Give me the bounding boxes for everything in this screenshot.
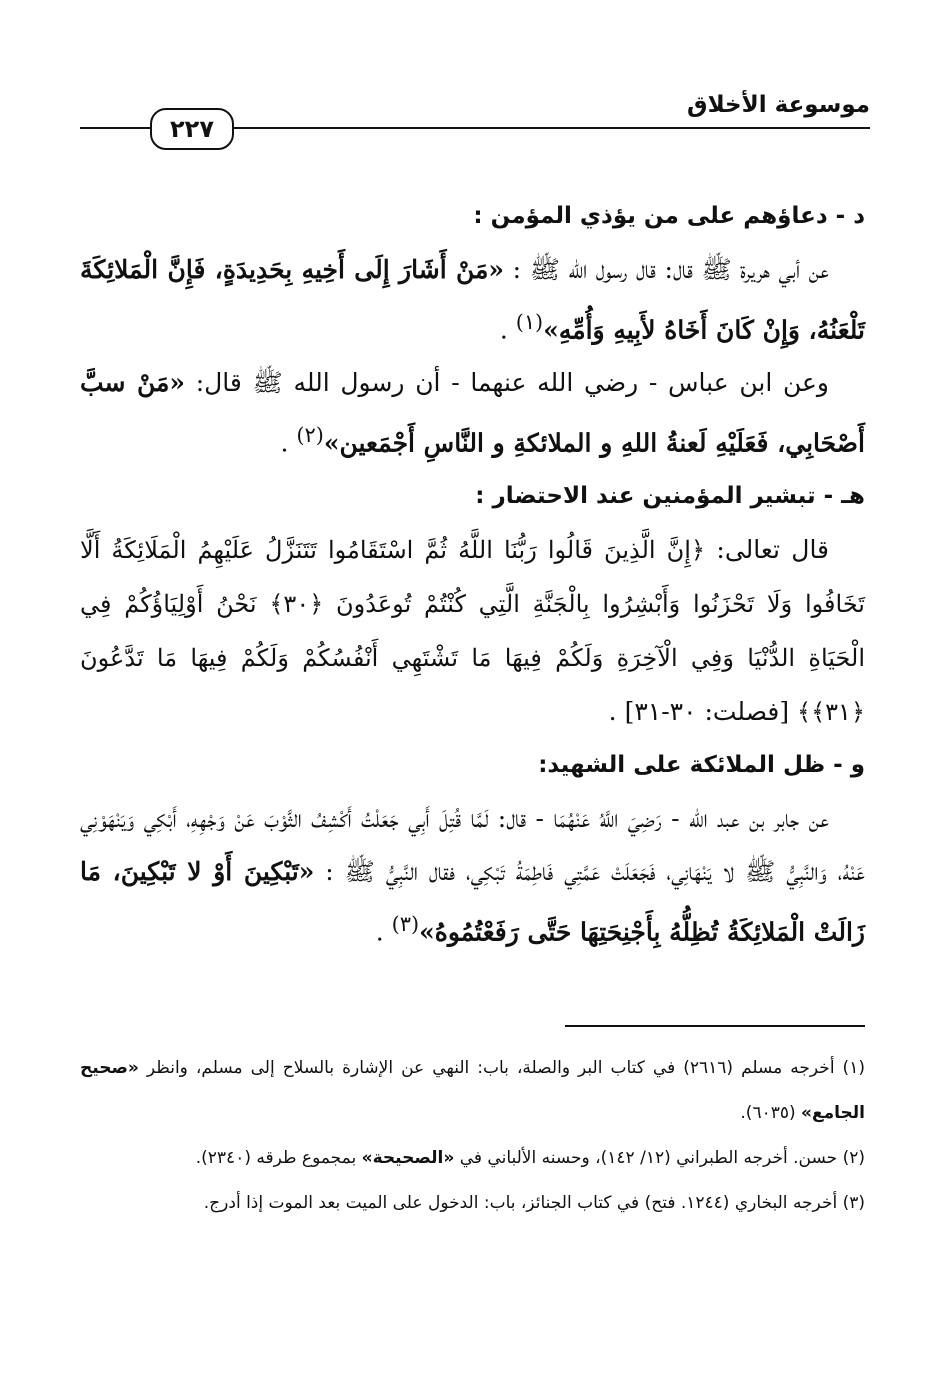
- paragraph-intro: وعن ابن عباس - رضي الله عنهما - أن رسول الله ﷺ قال:: [185, 368, 829, 398]
- footnotes: [80, 1046, 865, 1226]
- header-rule: [230, 127, 870, 129]
- book-title: موسوعة الأخلاق: [687, 92, 870, 118]
- header-rule-left: [80, 127, 150, 129]
- footnote-end: (٦٠٣٥).: [740, 1103, 802, 1123]
- verse-citation: [فصلت: ٣٠-٣١] .: [608, 696, 798, 726]
- footnote-3: [80, 1181, 865, 1226]
- paragraph-intro: عن جابر بن عبد الله - رَضِيَ اللَّهُ عَنْهُمَا - قال: لَمَّا قُتِلَ أَبِي جَعَلْتُ أَكْشِفُ الثَّوْبَ عَنْ وَجْهِهِ، أَبْكِي وَيَنْهَوْنِي عَنْهُ، وَالنَّبِيُّ ﷺ لا يَنْهَانِي، فَجَعَلَتْ عَمَّتِي فَاطِمَةُ تَبْكِي، فقال النَّبِيُّ ﷺ :: [80, 803, 865, 886]
- footnote-bold: «صحيح الجامع»: [80, 1058, 865, 1123]
- footnote-end: بمجموع طرقه (٢٣٤٠).: [195, 1148, 362, 1168]
- footnote-ref: (٣): [391, 911, 420, 936]
- footnote-ref: (١): [515, 310, 544, 334]
- footnote-text: (٢) حسن. أخرجه الطبراني (١٢/ ١٤٢)، وحسنه الألباني في: [454, 1148, 865, 1168]
- footnote-text: (١) أخرجه مسلم (٢٦١٦) في كتاب البر والصلة، باب: النهي عن الإشارة بالسلاح إلى مسلم، وانظر: [138, 1058, 865, 1078]
- section-heading-d: د - دعاؤهم على من يؤذي المؤمن :: [473, 203, 865, 229]
- section-heading-h: هـ - تبشير المؤمنين عند الاحتضار :: [475, 482, 865, 509]
- footnote-2: [80, 1136, 865, 1181]
- footnote-1: [80, 1046, 865, 1136]
- page-header: [80, 86, 870, 146]
- hadith-text: «مَنْ أَشَارَ إِلَى أَخِيهِ بِحَدِيدَةٍ، فَإِنَّ الْمَلائِكَةَ تَلْعَنُهُ، وَإِنْ كَانَ أَخَاهُ لأَبِيهِ وَأُمِّهِ»: [80, 255, 865, 345]
- paragraph-jabir: [80, 792, 865, 958]
- paragraph-intro: عن أبي هريرة ﷺ قال: قال رسول الله ﷺ :: [504, 255, 829, 284]
- paragraph-end: .: [375, 916, 392, 946]
- footnote-ref: (٢): [296, 423, 324, 448]
- main-text: [80, 190, 865, 958]
- section-heading-w: و - ظل الملائكة على الشهيد:: [538, 751, 865, 778]
- paragraph-quran-verse: [80, 523, 865, 739]
- paragraph-ibn-abbas: [80, 356, 865, 469]
- paragraph-end: .: [499, 315, 516, 345]
- hadith-text: «مَنْ سبَّ أَصْحَابِي، فَعَلَيْهِ لَعنةُ اللهِ و الملائكةِ و النَّاسِ أَجْمَعين»: [80, 368, 865, 458]
- page-number: ٢٢٧: [150, 108, 234, 150]
- footnote-separator: [565, 1025, 865, 1027]
- footnote-bold: «الصحيحة»: [361, 1148, 455, 1168]
- paragraph-end: .: [280, 428, 297, 458]
- quran-verse: ﴿إِنَّ الَّذِينَ قَالُوا رَبُّنَا اللَّهُ ثُمَّ اسْتَقَامُوا تَتَنَزَّلُ عَلَيْهِمُ الْمَلَائِكَةُ أَلَّا تَخَافُوا وَلَا تَحْزَنُوا وَأَبْشِرُوا بِالْجَنَّةِ الَّتِي كُنْتُمْ تُوعَدُونَ ﴿٣٠﴾ نَحْنُ أَوْلِيَاؤُكُمْ فِي الْحَيَاةِ الدُّنْيَا وَفِي الْآخِرَةِ وَلَكُمْ فِيهَا مَا تَشْتَهِي أَنْفُسُكُمْ وَلَكُمْ فِيهَا مَا تَدَّعُونَ ﴿٣١﴾﴾: [80, 535, 865, 726]
- paragraph-abu-hurayra: [80, 243, 865, 356]
- paragraph-intro: قال تعالى:: [705, 534, 830, 564]
- footnote-text: (٣) أخرجه البخاري (١٢٤٤. فتح) في كتاب الجنائز، باب: الدخول على الميت بعد الموت إذا أدرج.: [203, 1193, 865, 1213]
- hadith-text: «تَبْكِينَ أَوْ لا تَبْكِينَ، مَا زَالَتْ الْمَلائِكَةُ تُظِلُّهُ بِأَجْنِحَتِهَا حَتَّى رَفَعْتُمُوهُ»: [80, 856, 865, 946]
